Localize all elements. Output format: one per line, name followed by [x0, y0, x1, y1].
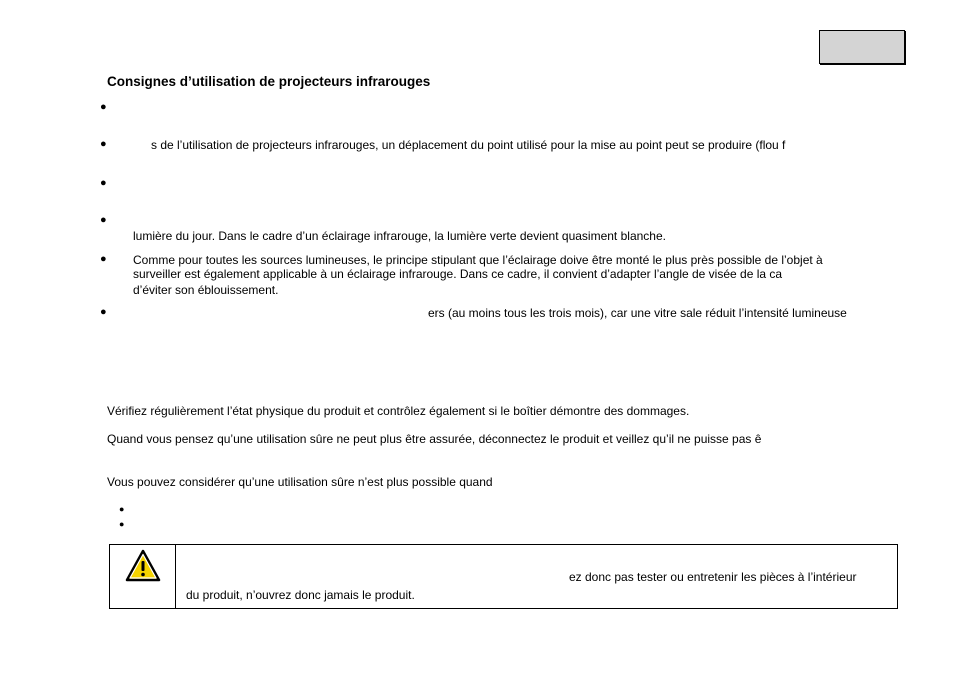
warning-text-line1: ez donc pas tester ou entretenir les pièces à l’intérieur — [569, 570, 857, 584]
warning-divider — [175, 545, 176, 608]
sub-bullet-dot: ● — [119, 504, 125, 514]
paragraph-2: Quand vous pensez qu’une utilisation sûre ne peut plus être assurée, déconnectez le produit et veillez qu’il ne puisse pas ê — [107, 432, 762, 446]
bullet-text-5-line1: Comme pour toutes les sources lumineuses, le principe stipulant que l’éclairage doive être monté le plus près possible de l’objet à — [133, 253, 823, 267]
bullet-dot: ● — [100, 306, 107, 318]
bullet-dot: ● — [100, 101, 107, 113]
bullet-text-4-line2: lumière du jour. Dans le cadre d’un éclairage infrarouge, la lumière verte devient quasiment blanche. — [133, 229, 666, 243]
warning-text-line2: du produit, n’ouvrez donc jamais le produit. — [186, 588, 415, 602]
bullet-text-2: s de l’utilisation de projecteurs infrarouges, un déplacement du point utilisé pour la mise au point peut se produire (flou f — [151, 138, 786, 152]
warning-triangle-icon — [125, 549, 161, 583]
bullet-dot: ● — [100, 214, 107, 226]
bullet-dot: ● — [100, 138, 107, 150]
paragraph-1: Vérifiez régulièrement l’état physique du produit et contrôlez également si le boîtier démontre des dommages. — [107, 404, 690, 418]
warning-box — [109, 544, 898, 609]
bullet-text-5-line2: surveiller est également applicable à un éclairage infrarouge. Dans ce cadre, il convient d’adapter l’angle de visée de la ca — [133, 267, 783, 281]
bullet-dot: ● — [100, 177, 107, 189]
bullet-text-5-line3: d’éviter son éblouissement. — [133, 283, 279, 297]
bullet-dot: ● — [100, 253, 107, 265]
sub-bullet-dot: ● — [119, 519, 125, 529]
paragraph-3: Vous pouvez considérer qu’une utilisation sûre n’est plus possible quand — [107, 475, 493, 489]
page-tab-box — [819, 30, 905, 64]
section-title: Consignes d’utilisation de projecteurs infrarouges — [107, 74, 431, 89]
bullet-text-6: ers (au moins tous les trois mois), car une vitre sale réduit l’intensité lumineuse — [428, 306, 847, 320]
